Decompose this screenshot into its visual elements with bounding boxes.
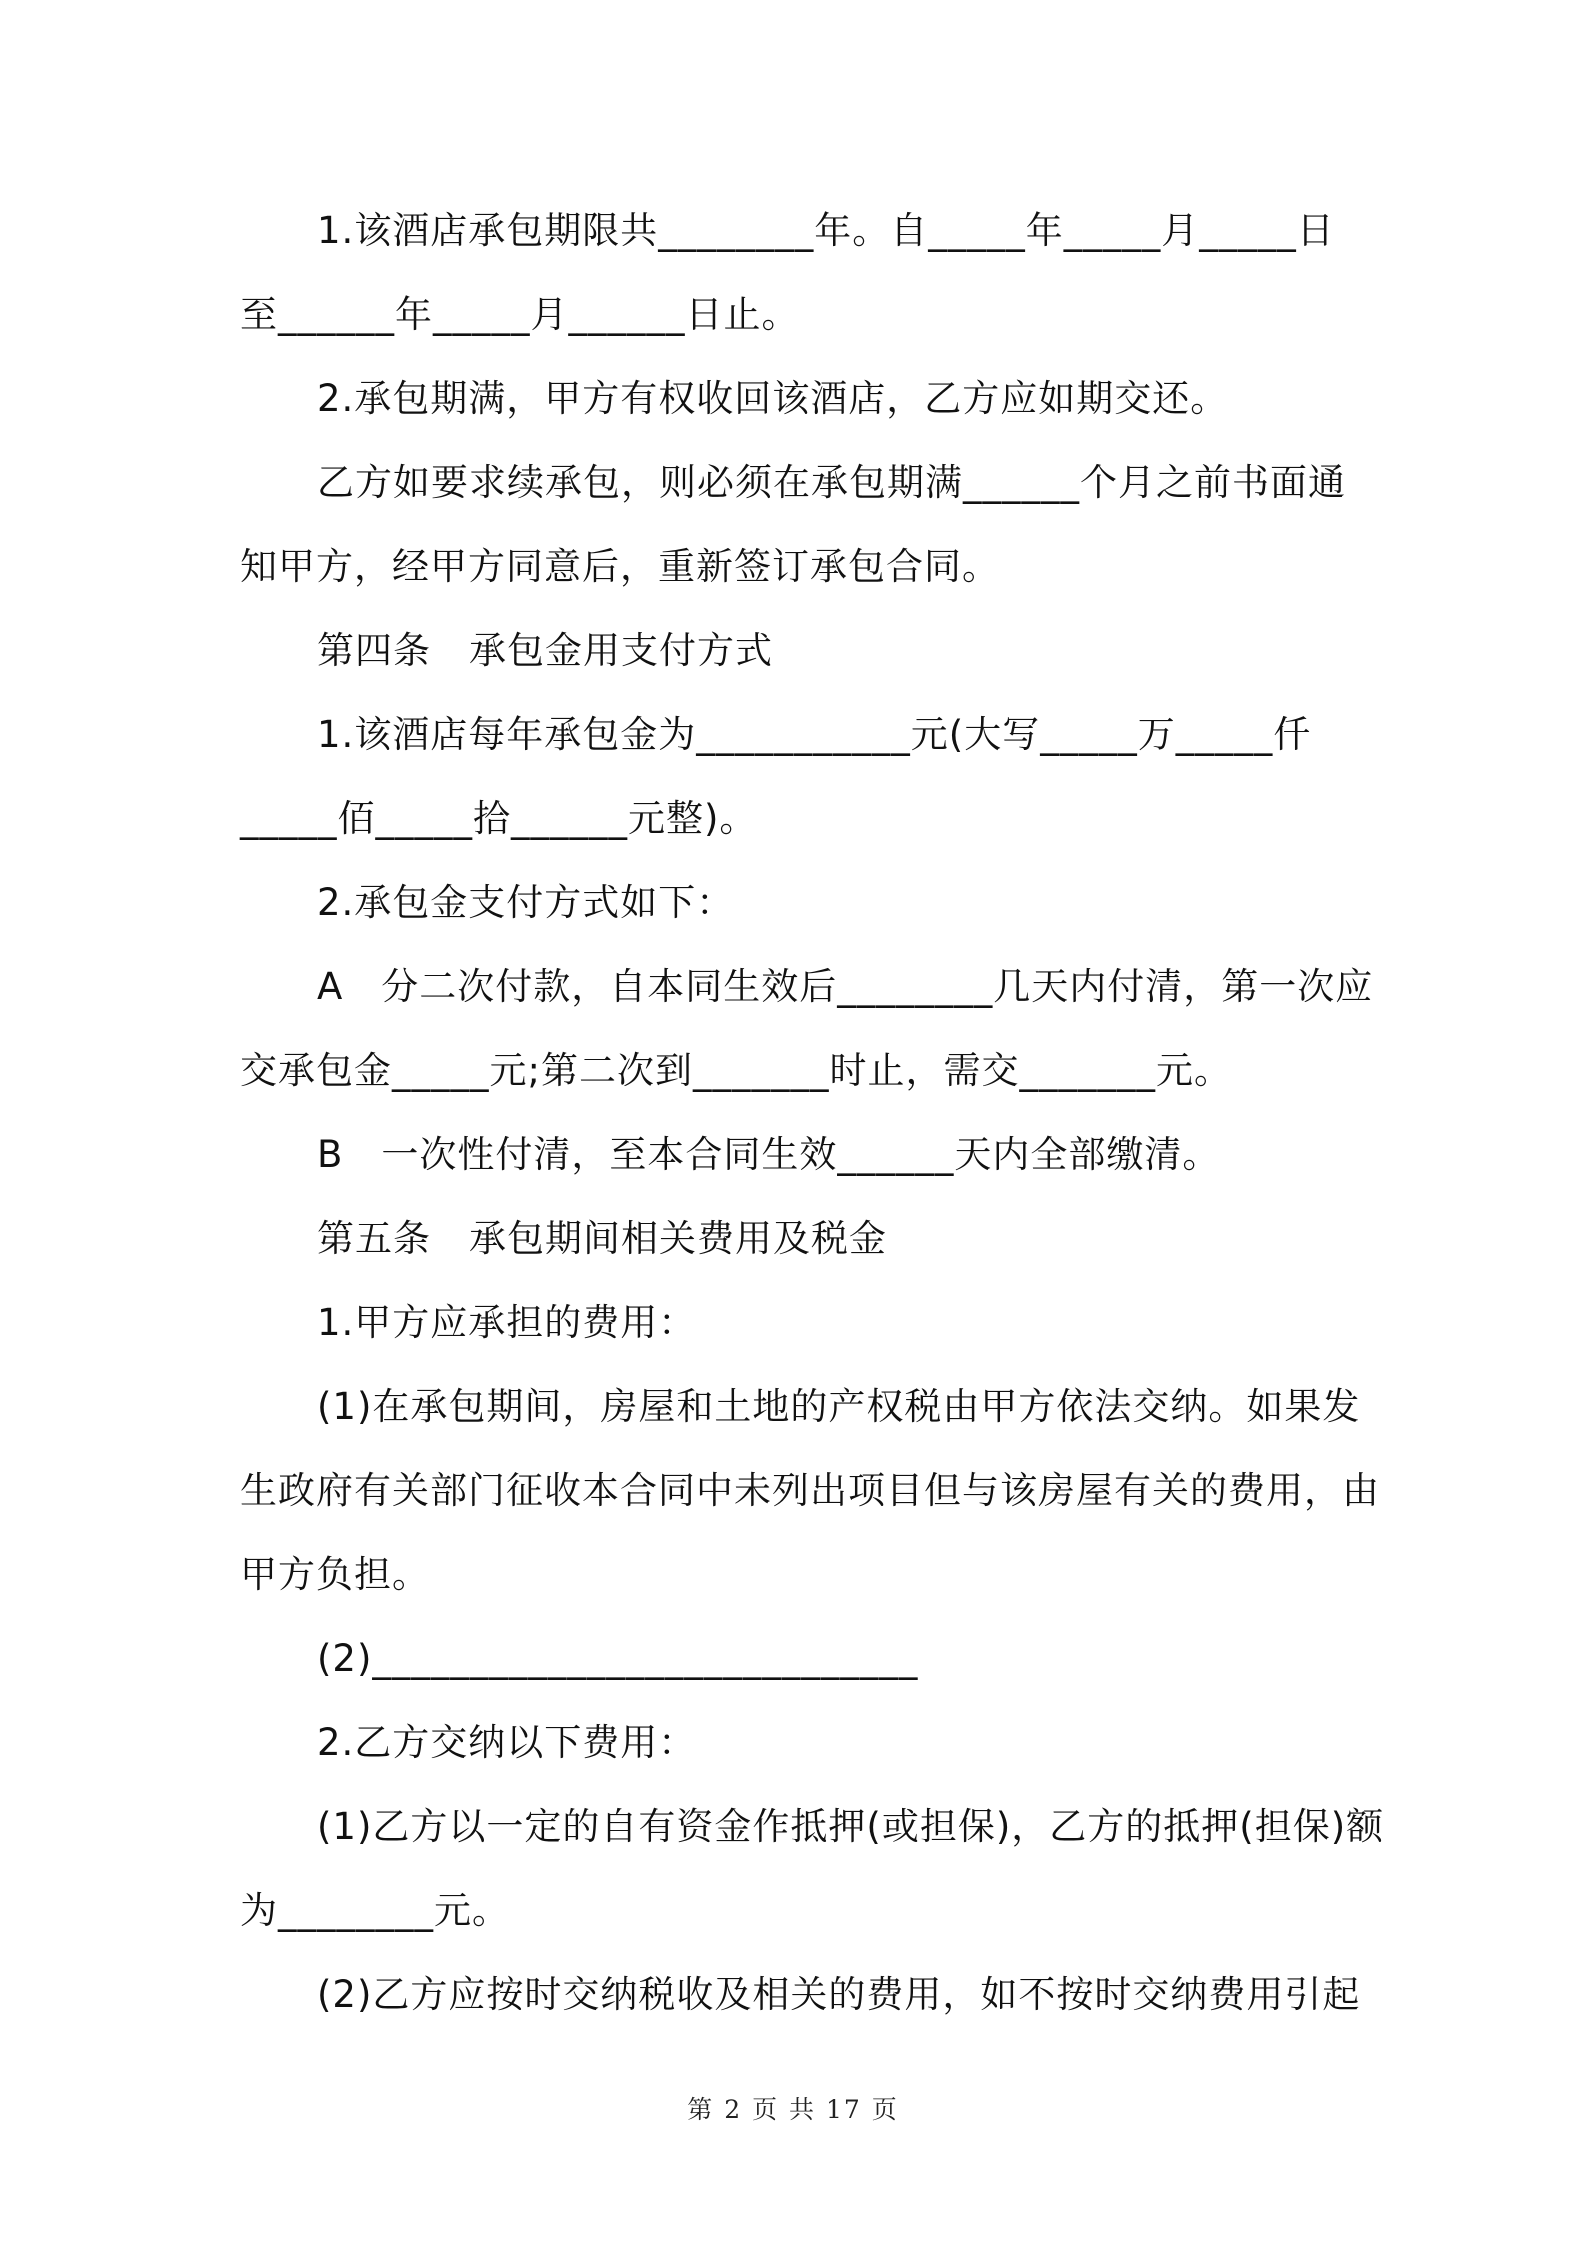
paragraph-line: 1.该酒店承包期限共________年。自_____年_____月_____日 <box>317 209 1335 252</box>
paragraph-line: 1.甲方应承担的费用： <box>317 1301 697 1344</box>
paragraph-line: A 分二次付款，自本同生效后________几天内付清，第一次应 <box>317 965 1374 1008</box>
paragraph-line: (2)____________________________ <box>317 1637 919 1680</box>
paragraph-line: 生政府有关部门征收本合同中未列出项目但与该房屋有关的费用，由 <box>240 1469 1380 1512</box>
paragraph-line: _____佰_____拾______元整)。 <box>240 797 758 840</box>
paragraph-line: 2.乙方交纳以下费用： <box>317 1721 697 1764</box>
paragraph-line: (1)乙方以一定的自有资金作抵押(或担保)，乙方的抵押(担保)额 <box>317 1805 1385 1848</box>
paragraph-line: 乙方如要求续承包，则必须在承包期满______个月之前书面通 <box>317 461 1346 504</box>
page-number-footer: 第 2 页 共 17 页 <box>687 2095 899 2124</box>
paragraph-line: 2.承包金支付方式如下： <box>317 881 735 924</box>
paragraph-line: 知甲方，经甲方同意后，重新签订承包合同。 <box>240 545 1000 588</box>
paragraph-line: 交承包金_____元;第二次到_______时止，需交_______元。 <box>240 1049 1232 1092</box>
section-heading: 第五条 承包期间相关费用及税金 <box>317 1217 887 1260</box>
paragraph-line: (1)在承包期间，房屋和土地的产权税由甲方依法交纳。如果发 <box>317 1385 1361 1428</box>
paragraph-line: 为________元。 <box>240 1889 510 1932</box>
paragraph-line: 1.该酒店每年承包金为___________元(大写_____万_____仟 <box>317 713 1312 756</box>
paragraph-line: B 一次性付清，至本合同生效______天内全部缴清。 <box>317 1133 1221 1176</box>
paragraph-line: 甲方负担。 <box>240 1553 430 1596</box>
paragraph-line: 至______年_____月______日止。 <box>240 293 800 336</box>
paragraph-line: (2)乙方应按时交纳税收及相关的费用，如不按时交纳费用引起 <box>317 1973 1361 2016</box>
paragraph-line: 2.承包期满，甲方有权收回该酒店，乙方应如期交还。 <box>317 377 1229 420</box>
section-heading: 第四条 承包金用支付方式 <box>317 629 773 672</box>
